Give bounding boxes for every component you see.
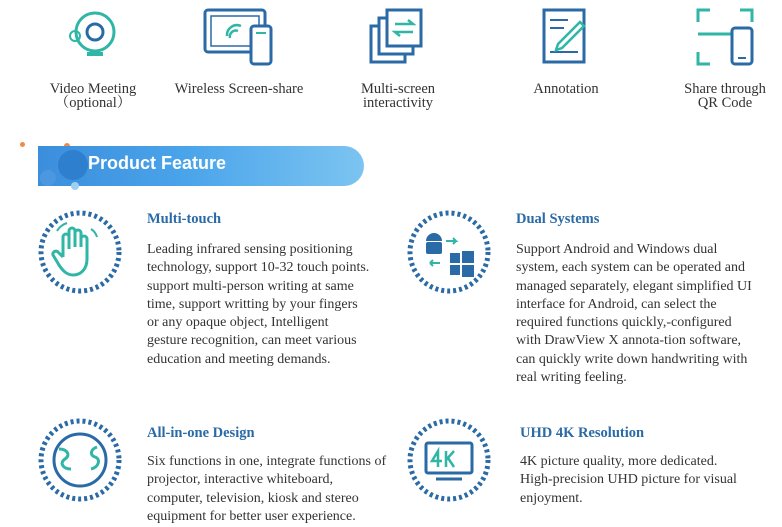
decor-dot bbox=[71, 182, 79, 190]
hand-touch-icon bbox=[37, 209, 123, 295]
decor-dot bbox=[40, 170, 56, 186]
top-feature-label: Wireless Screen-share bbox=[174, 81, 304, 97]
feature-body-multi-touch: Leading infrared sensing positioning technology, support 10-32 touch points. support multi-person writing at same time, support writting by your fingers or any opaque object, Intelligent gesture recognition, can meet various education and meeting demands. bbox=[147, 242, 370, 367]
webcam-icon bbox=[63, 6, 123, 71]
top-feature-label: Multi-screen interactivity bbox=[360, 81, 436, 111]
multi-screen-icon bbox=[367, 6, 429, 73]
top-feature-label: Video Meeting （optional） bbox=[49, 81, 137, 111]
android-windows-icon bbox=[406, 209, 492, 295]
top-feature-label: Annotation bbox=[533, 81, 599, 97]
annotation-icon bbox=[538, 6, 594, 73]
4k-monitor-icon bbox=[406, 417, 492, 503]
feature-body-all-in-one: Six functions in one, integrate functions of projector, interactive whiteboard, computer, television, kiosk and stereo equipment for better user experience. bbox=[147, 454, 387, 524]
feature-title-all-in-one: All-in-one Design bbox=[147, 425, 255, 441]
decor-dot bbox=[58, 150, 88, 180]
feature-body-uhd-4k: 4K picture quality, more dedicated. High-precision UHD picture for visual enjoyment. bbox=[520, 454, 737, 506]
feature-title-multi-touch: Multi-touch bbox=[147, 211, 222, 227]
top-feature-label: Share through QR Code bbox=[684, 81, 766, 111]
section-title: Product Feature bbox=[88, 153, 227, 173]
qr-scan-icon bbox=[694, 6, 756, 73]
feature-title-uhd-4k: UHD 4K Resolution bbox=[520, 425, 645, 441]
feature-title-dual-systems: Dual Systems bbox=[516, 211, 600, 227]
decor-dot bbox=[20, 142, 25, 147]
screen-phone-icon bbox=[201, 6, 277, 73]
globe-icon bbox=[37, 417, 123, 503]
feature-body-dual-systems: Support Android and Windows dual system, each system can be operated and managed separately, elegant simplified UI interface for Android, can select the required functions quickly,-configured with DrawView X annota-tion software, can quickly write down handwriting with real writing feeling. bbox=[516, 242, 752, 386]
